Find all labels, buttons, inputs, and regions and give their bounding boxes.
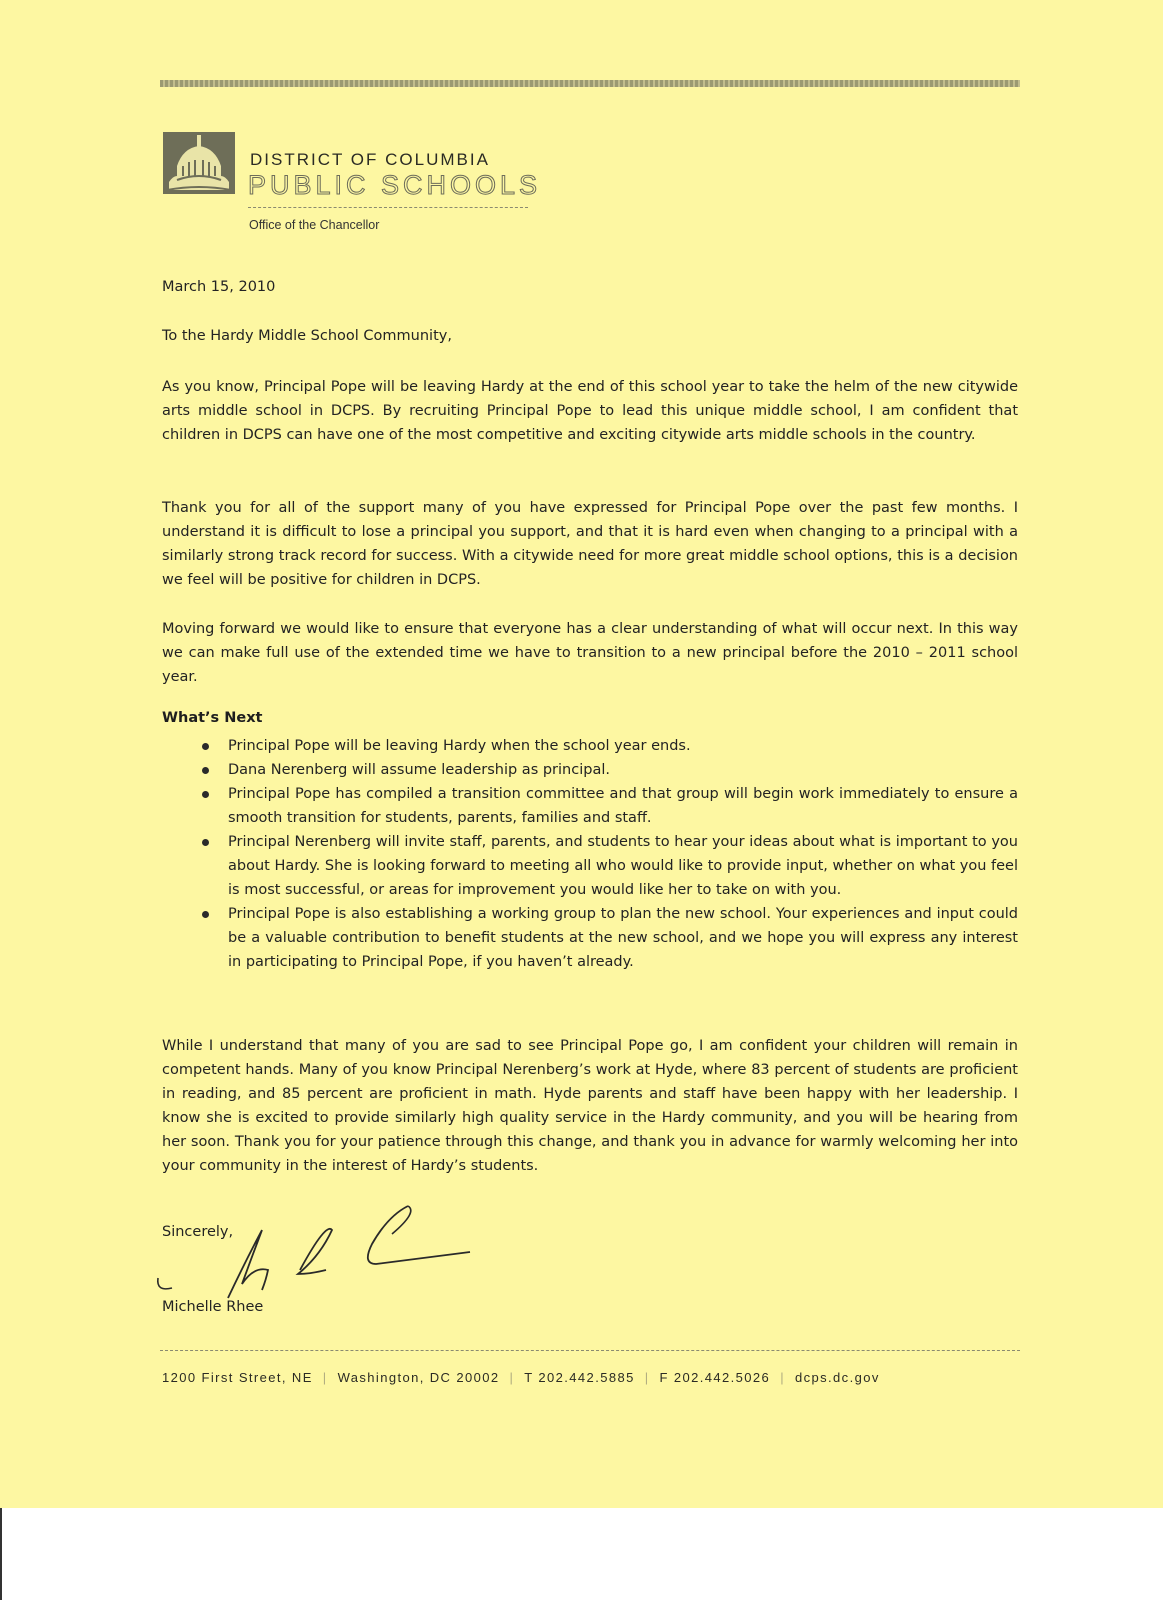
- paragraph-2: Thank you for all of the support many of you have expressed for Principal Pope over the past few months. I understand it is difficult to lose a principal you support, and that it is hard even when changing to a principal with a similarly strong track record for success. With a citywide need for more great middle school options, this is a decision we feel will be positive for children in DCPS.: [162, 500, 1018, 588]
- list-item: [162, 902, 1018, 974]
- footer-phone: T 202.442.5885: [524, 1370, 635, 1385]
- closing: Sincerely,: [162, 1224, 234, 1240]
- list-item: [162, 830, 1018, 902]
- footer-separator: |: [780, 1370, 785, 1385]
- org-subname: PUBLIC SCHOOLS: [248, 170, 542, 200]
- bullet-icon: [202, 767, 209, 774]
- footer-divider: [160, 1350, 1020, 1351]
- org-name: DISTRICT OF COLUMBIA: [250, 150, 490, 169]
- section-heading: What’s Next: [162, 710, 263, 726]
- list-item: [162, 734, 1018, 758]
- footer-address: 1200 First Street, NE: [162, 1370, 313, 1385]
- footer: [162, 1370, 1022, 1385]
- footer-separator: |: [509, 1370, 515, 1385]
- list-item-text: Principal Pope is also establishing a working group to plan the new school. Your experiences and input could be a valuable contribution to benefit students at the new school, and we hope you will express any interest in participating to Principal Pope, if you haven’t already.: [228, 906, 1018, 970]
- footer-separator: |: [644, 1370, 650, 1385]
- list-item: [162, 758, 1018, 782]
- paragraph-4: While I understand that many of you are sad to see Principal Pope go, I am confident your children will remain in competent hands. Many of you know Principal Nerenberg’s work at Hyde, where 83 percent of students are proficient in reading, and 85 percent are proficient in math. Hyde parents and staff have been happy with her leadership. I know she is excited to provide similarly high quality service in the Hardy community, and you will be hearing from her soon. Thank you for your patience through this change, and thank you in advance for warmly welcoming her into your community in the interest of Hardy’s students.: [162, 1038, 1018, 1174]
- top-rule: [160, 80, 1020, 87]
- paragraph-3: Moving forward we would like to ensure that everyone has a clear understanding of what will occur next. In this way we can make full use of the extended time we have to transition to a new principal before the 2010 – 2011 school year.: [162, 621, 1018, 685]
- office-label: Office of the Chancellor: [249, 218, 380, 232]
- paragraph-1: As you know, Principal Pope will be leaving Hardy at the end of this school year to take the helm of the new citywide arts middle school in DCPS. By recruiting Principal Pope to lead this unique middle school, I am confident that children in DCPS can have one of the most competitive and exciting citywide arts middle schools in the country.: [162, 379, 1018, 443]
- letterhead-divider: [248, 207, 528, 208]
- bullet-list: [162, 734, 1018, 974]
- footer-separator: |: [322, 1370, 328, 1385]
- signer-name: Michelle Rhee: [162, 1299, 264, 1315]
- list-item-text: Principal Nerenberg will invite staff, parents, and students to hear your ideas about what is important to you about Hardy. She is looking forward to meeting all who would like to provide input, whether on what you feel is most successful, or areas for improvement you would like her to take on with you.: [228, 834, 1018, 898]
- scan-edge: [0, 1508, 2, 1600]
- footer-city: Washington, DC 20002: [337, 1370, 500, 1385]
- bullet-icon: [202, 839, 209, 846]
- list-item: [162, 782, 1018, 830]
- bullet-icon: [202, 743, 209, 750]
- capitol-dome-icon: [163, 132, 235, 194]
- bullet-icon: [202, 911, 209, 918]
- footer-website: dcps.dc.gov: [794, 1370, 880, 1385]
- list-item-text: Principal Pope will be leaving Hardy when the school year ends.: [228, 738, 691, 754]
- salutation: To the Hardy Middle School Community,: [162, 328, 452, 344]
- list-item-text: Dana Nerenberg will assume leadership as principal.: [228, 762, 610, 778]
- list-item-text: Principal Pope has compiled a transition committee and that group will begin work immediately to ensure a smooth transition for students, parents, families and staff.: [228, 786, 1018, 826]
- bullet-icon: [202, 791, 209, 798]
- letter-date: March 15, 2010: [162, 279, 276, 295]
- footer-fax: F 202.442.5026: [659, 1370, 771, 1385]
